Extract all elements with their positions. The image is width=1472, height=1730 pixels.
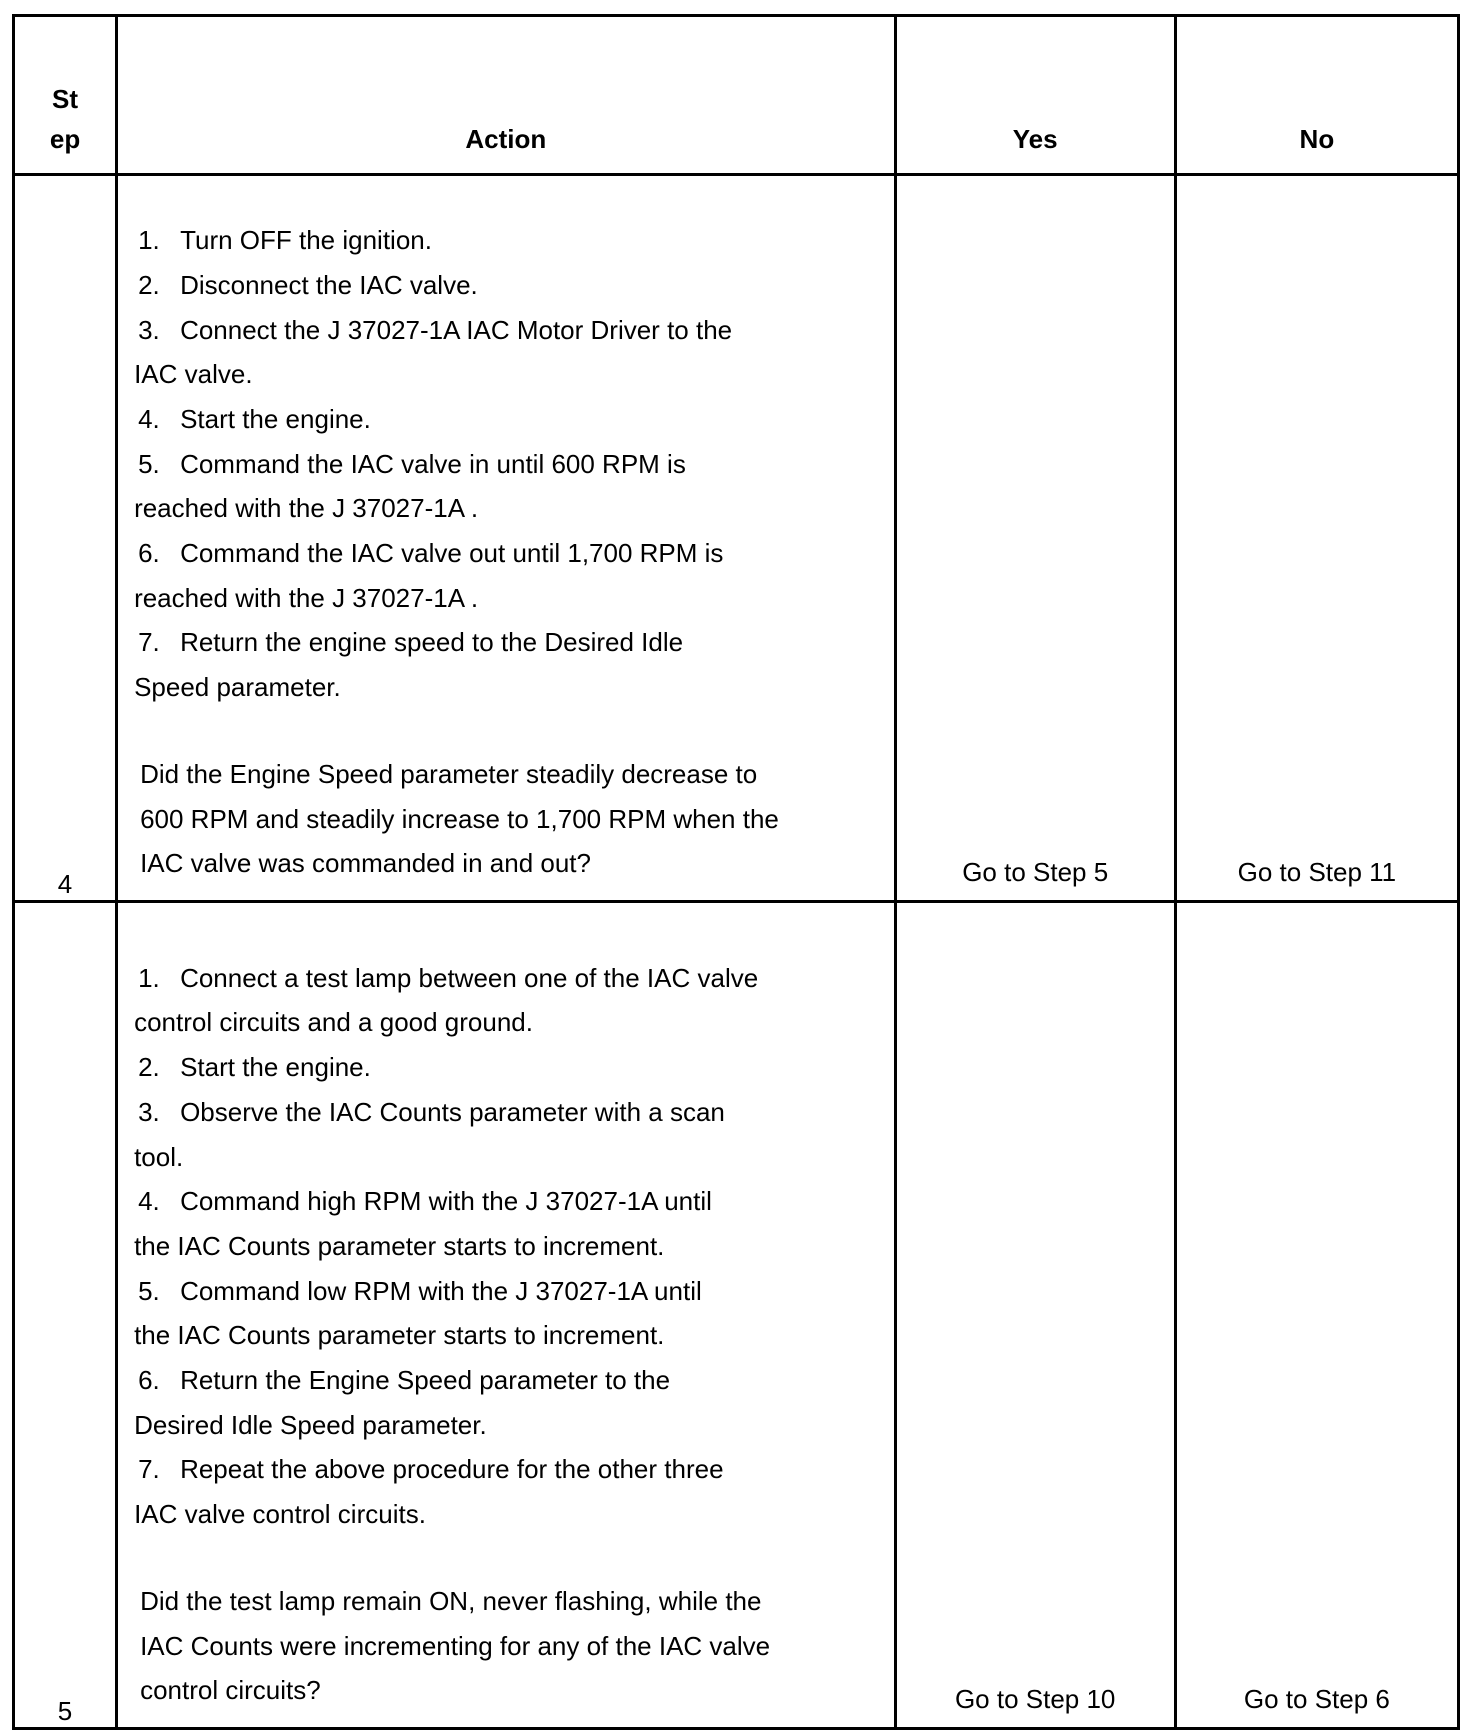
action-text-cont: control circuits and a good ground. xyxy=(134,1007,533,1038)
action-item xyxy=(134,1358,880,1447)
action-text: Start the engine. xyxy=(180,1052,371,1083)
action-num: 3. xyxy=(138,314,160,345)
question-line: Did the Engine Speed parameter steadily decrease to xyxy=(140,758,758,789)
action-num: 4. xyxy=(138,1186,160,1217)
step-number: 5 xyxy=(14,902,117,1729)
action-text-cont: IAC valve. xyxy=(134,359,253,390)
header-action: Action xyxy=(117,16,896,175)
header-yes: Yes xyxy=(895,16,1175,175)
action-text-cont: Speed parameter. xyxy=(134,672,341,703)
diagnostic-table xyxy=(12,14,1460,1730)
yes-outcome: Go to Step 5 xyxy=(895,175,1175,902)
action-item xyxy=(134,442,880,531)
action-text-cont: reached with the J 37027-1A . xyxy=(134,493,479,524)
question-line: IAC valve was commanded in and out? xyxy=(140,848,591,879)
action-item xyxy=(134,263,880,308)
action-text: Return the Engine Speed parameter to the xyxy=(180,1365,671,1396)
action-item xyxy=(134,1045,880,1090)
question-line: IAC Counts were incrementing for any of the IAC valve xyxy=(140,1630,771,1661)
action-item xyxy=(134,397,880,442)
action-item xyxy=(134,1269,880,1358)
header-step-line2: ep xyxy=(49,124,81,154)
action-list xyxy=(134,218,880,710)
action-text-cont: the IAC Counts parameter starts to increment. xyxy=(134,1230,665,1261)
action-num: 6. xyxy=(138,538,160,569)
action-text: Observe the IAC Counts parameter with a scan xyxy=(180,1096,725,1127)
header-row xyxy=(14,16,1459,175)
question-text xyxy=(134,752,880,886)
action-item xyxy=(134,531,880,620)
action-text: Return the engine speed to the Desired Idle xyxy=(180,627,684,658)
action-text: Connect the J 37027-1A IAC Motor Driver to the xyxy=(180,314,733,345)
action-item xyxy=(134,308,880,397)
action-text: Command low RPM with the J 37027-1A until xyxy=(180,1275,702,1306)
action-list xyxy=(134,956,880,1537)
action-text: Connect a test lamp between one of the IAC valve xyxy=(180,962,759,993)
action-text-cont: IAC valve control circuits. xyxy=(134,1499,426,1530)
header-step xyxy=(14,16,117,175)
action-num: 1. xyxy=(138,225,160,256)
action-cell xyxy=(117,902,896,1729)
action-item xyxy=(134,1447,880,1536)
action-text: Command the IAC valve in until 600 RPM is xyxy=(180,448,686,479)
action-text-cont: Desired Idle Speed parameter. xyxy=(134,1409,487,1440)
question-text xyxy=(134,1579,880,1713)
action-num: 7. xyxy=(138,1454,160,1485)
header-step-line1: St xyxy=(52,84,79,114)
action-text-cont: reached with the J 37027-1A . xyxy=(134,582,479,613)
action-num: 3. xyxy=(138,1096,160,1127)
action-item xyxy=(134,956,880,1045)
question-line: Did the test lamp remain ON, never flashing, while the xyxy=(140,1585,762,1616)
action-num: 5. xyxy=(138,1275,160,1306)
step-number: 4 xyxy=(14,175,117,902)
no-outcome: Go to Step 11 xyxy=(1175,175,1458,902)
yes-outcome: Go to Step 10 xyxy=(895,902,1175,1729)
action-text: Command high RPM with the J 37027-1A until xyxy=(180,1186,712,1217)
table-row xyxy=(14,902,1459,1729)
action-item xyxy=(134,1179,880,1268)
question-line: control circuits? xyxy=(140,1675,321,1706)
action-text-cont: the IAC Counts parameter starts to increment. xyxy=(134,1320,665,1351)
action-num: 2. xyxy=(138,269,160,300)
action-text: Turn OFF the ignition. xyxy=(180,225,432,256)
action-text: Repeat the above procedure for the other three xyxy=(180,1454,724,1485)
table-row xyxy=(14,175,1459,902)
action-cell xyxy=(117,175,896,902)
action-num: 4. xyxy=(138,403,160,434)
action-text-cont: tool. xyxy=(134,1141,184,1172)
action-item xyxy=(134,218,880,263)
action-item xyxy=(134,1090,880,1179)
action-num: 7. xyxy=(138,627,160,658)
no-outcome: Go to Step 6 xyxy=(1175,902,1458,1729)
action-num: 1. xyxy=(138,962,160,993)
action-text: Start the engine. xyxy=(180,403,371,434)
header-no: No xyxy=(1175,16,1458,175)
action-num: 6. xyxy=(138,1365,160,1396)
action-text: Command the IAC valve out until 1,700 RPM is xyxy=(180,538,724,569)
action-item xyxy=(134,620,880,709)
action-num: 2. xyxy=(138,1052,160,1083)
action-num: 5. xyxy=(138,448,160,479)
question-line: 600 RPM and steadily increase to 1,700 RPM when the xyxy=(140,803,779,834)
action-text: Disconnect the IAC valve. xyxy=(180,269,478,300)
